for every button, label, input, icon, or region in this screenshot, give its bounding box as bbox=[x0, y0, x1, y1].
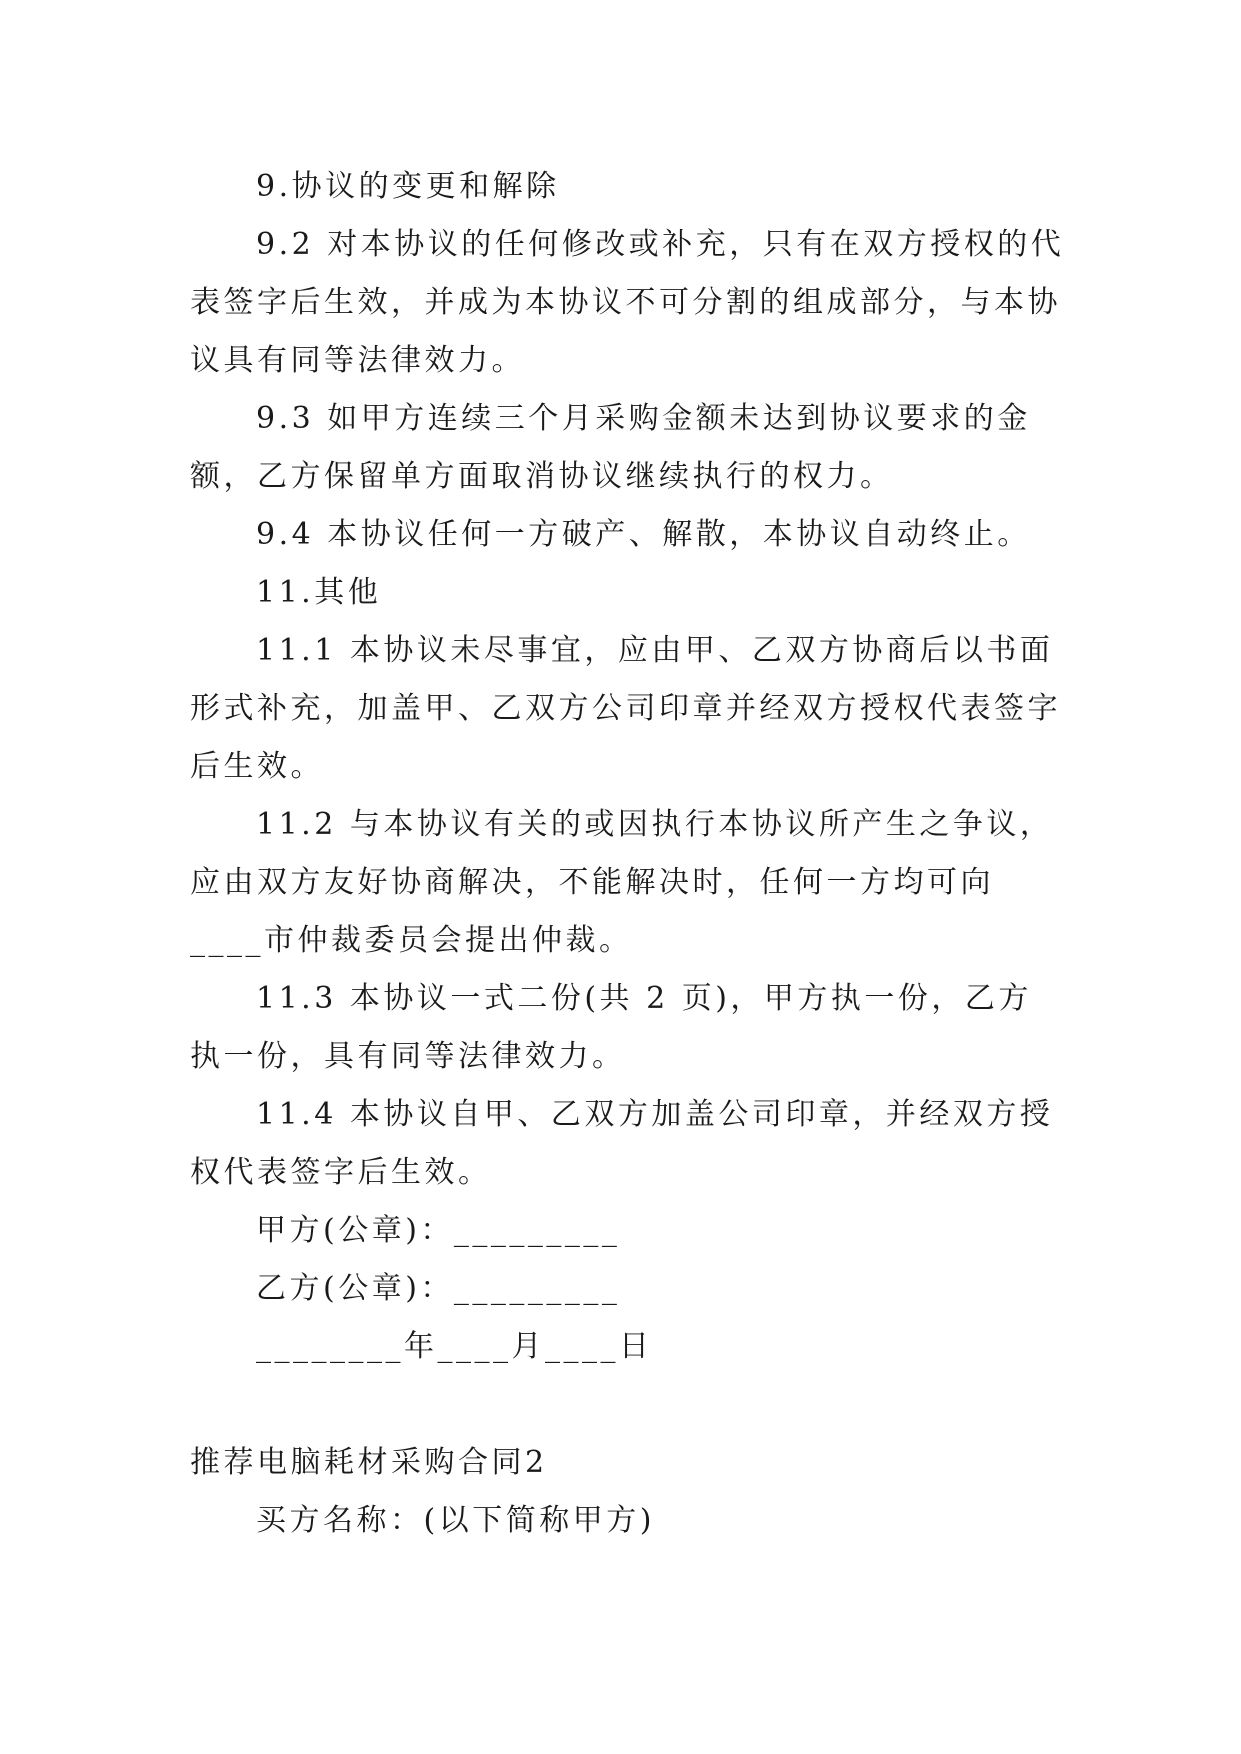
section-title: 推荐电脑耗材采购合同2 bbox=[190, 1445, 548, 1480]
paragraph-11-2: 11.2 与本协议有关的或因执行本协议所产生之争议，应由双方友好协商解决，不能解决时，任何一方均可向____市仲裁委员会提出仲裁。 bbox=[190, 807, 1054, 958]
party-b-seal-line: 乙方(公章)：_________ bbox=[256, 1271, 621, 1306]
party-a-seal-line: 甲方(公章)：_________ bbox=[256, 1213, 621, 1248]
paragraph-11-4: 11.4 本协议自甲、乙双方加盖公司印章，并经双方授权代表签字后生效。 bbox=[190, 1097, 1054, 1190]
paragraph-11-3: 11.3 本协议一式二份(共 2 页)，甲方执一份，乙方执一份，具有同等法律效力。 bbox=[190, 981, 1032, 1074]
paragraph-9-2: 9.2 对本协议的任何修改或补充，只有在双方授权的代表签字后生效，并成为本协议不可分割的组成部分，与本协议具有同等法律效力。 bbox=[190, 227, 1065, 378]
paragraph-9-heading: 9.协议的变更和解除 bbox=[256, 169, 560, 204]
paragraph-11-heading: 11.其他 bbox=[256, 575, 382, 610]
buyer-name-line: 买方名称：(以下简称甲方) bbox=[256, 1503, 655, 1538]
document-page bbox=[190, 158, 1065, 1550]
date-line: ________年____月____日 bbox=[256, 1329, 653, 1364]
paragraph-11-1: 11.1 本协议未尽事宜，应由甲、乙双方协商后以书面形式补充，加盖甲、乙双方公司印章并经双方授权代表签字后生效。 bbox=[190, 633, 1061, 784]
paragraph-9-3: 9.3 如甲方连续三个月采购金额未达到协议要求的金额，乙方保留单方面取消协议继续执行的权力。 bbox=[190, 401, 1031, 494]
paragraph-9-4: 9.4 本协议任何一方破产、解散，本协议自动终止。 bbox=[256, 517, 1031, 552]
